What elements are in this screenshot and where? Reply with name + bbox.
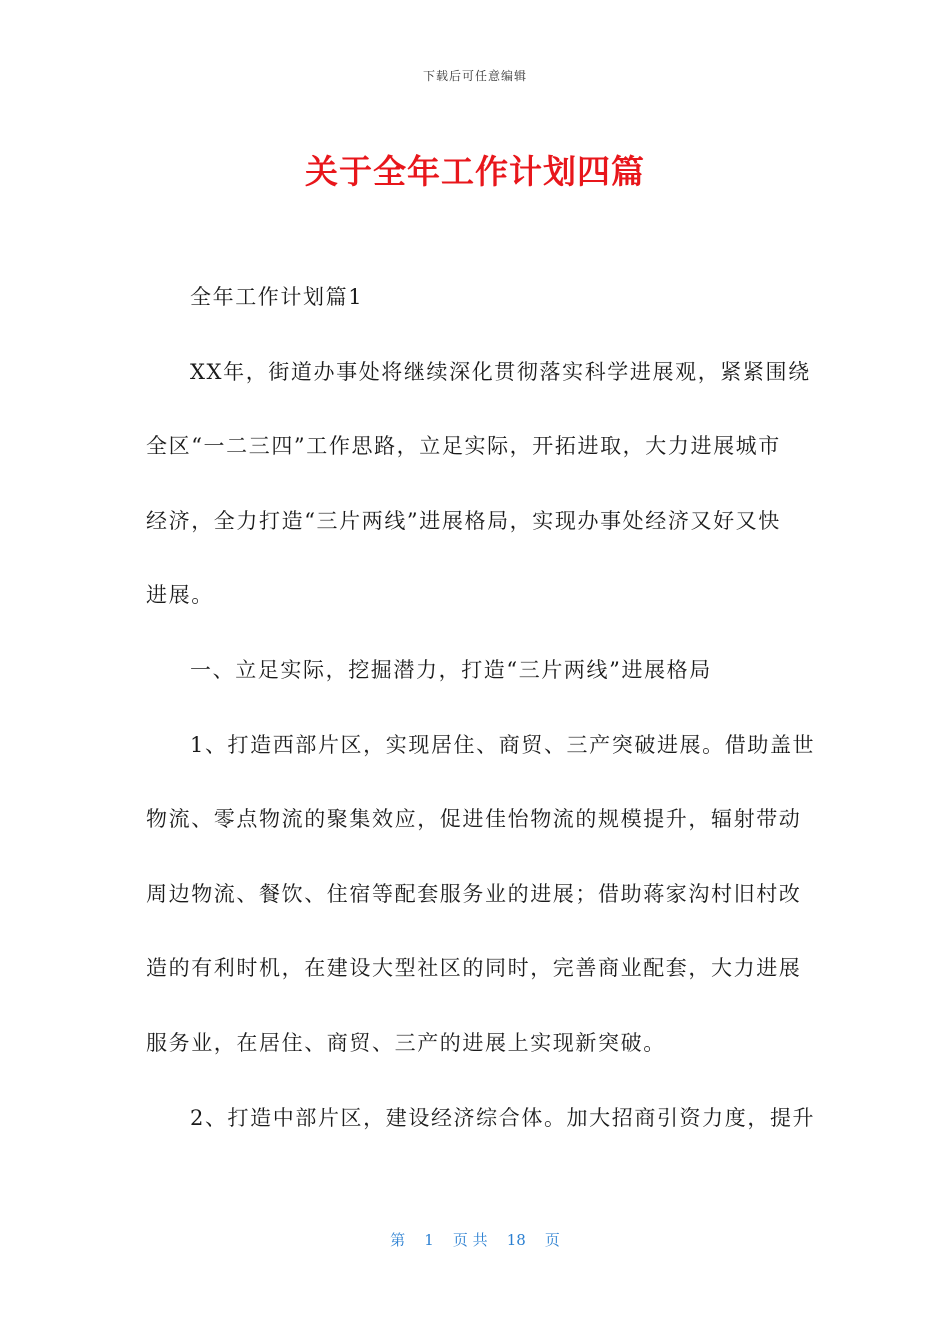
paragraph-line: 1、打造西部片区，实现居住、商贸、三产突破进展。借助盖世: [190, 732, 816, 757]
subsection-heading: 一、立足实际，挖掘潜力，打造“三片两线”进展格局: [190, 657, 712, 682]
document-title: 关于全年工作计划四篇: [305, 152, 645, 191]
paragraph-line: 全区“一二三四”工作思路，立足实际，开拓进取，大力进展城市: [146, 434, 781, 459]
footer-suffix: 页: [544, 1231, 560, 1249]
footer-middle: 页 共: [452, 1231, 488, 1249]
current-page-number: 1: [424, 1231, 434, 1249]
section-heading: 全年工作计划篇1: [190, 285, 364, 309]
page-header-note: 下载后可任意编辑: [422, 69, 527, 83]
paragraph-line: 进展。: [146, 583, 214, 608]
paragraph-line: 物流、零点物流的聚集效应，促进佳怡物流的规模提升，辐射带动: [146, 807, 802, 832]
document-body: [146, 272, 816, 1167]
paragraph-line: 造的有利时机，在建设大型社区的同时，完善商业配套，大力进展: [146, 956, 802, 981]
paragraph-line: 2、打造中部片区，建设经济综合体。加大招商引资力度，提升: [190, 1105, 816, 1130]
total-pages-number: 18: [506, 1231, 526, 1249]
paragraph-line: 经济，全力打造“三片两线”进展格局，实现办事处经济又好又快: [146, 508, 781, 533]
paragraph-line: 周边物流、餐饮、住宿等配套服务业的进展；借助蒋家沟村旧村改: [146, 881, 802, 906]
paragraph-line: 服务业，在居住、商贸、三产的进展上实现新突破。: [146, 1030, 666, 1055]
page-number-footer: [0, 1229, 950, 1250]
footer-prefix: 第: [390, 1231, 406, 1249]
paragraph-line: XX年，街道办事处将继续深化贯彻落实科学进展观，紧紧围绕: [190, 359, 811, 384]
